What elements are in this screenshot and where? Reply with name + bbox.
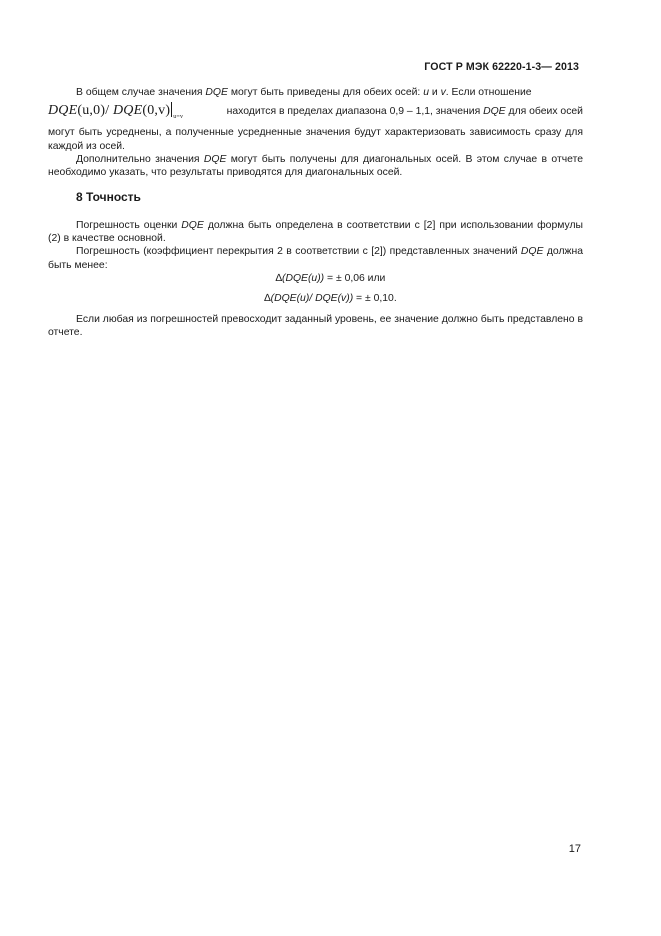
paragraph-dqe-axes	[48, 86, 583, 179]
paragraph-diagonal: Дополнительно значения DQE могут быть получены для диагональных осей. В этом случае в отчете необходимо указать, что результаты приводятся для диагональных осей.	[48, 153, 583, 179]
paragraph-line: находится в пределах диапазона 0,9 – 1,1, значения DQE для обеих осей	[226, 106, 583, 118]
dqe-ratio-formula: DQE(u,0)/ DQE(0,v) $_{u=v}$	[48, 103, 184, 121]
formula-delta-ratio: ∆(DQE(u)/ DQE(v)) = ± 0,10.	[264, 293, 397, 304]
paragraph-line: В общем случае значения DQE могут быть приведены для обеих осей: u и v. Если отношение	[76, 87, 532, 98]
paragraph-uncertainty: Погрешность (коэффициент перекрытия 2 в соответствии с [2]) представленных значений DQE должна быть менее:	[48, 246, 584, 271]
page-number: 17	[568, 843, 581, 855]
section-8-body	[48, 219, 583, 272]
formula-delta-u: ∆(DQE(u)) = ± 0,06 или	[275, 273, 386, 284]
paragraph-line: могут быть усреднены, а полученные усредненные значения будут характеризовать зависимость сразу для каждой из осей.	[48, 127, 583, 152]
paragraph-accuracy: Погрешность оценки DQE должна быть определена в соответствии с [2] при использовании формулы (2) в качестве основной.	[48, 220, 584, 245]
document-header: ГОСТ Р МЭК 62220-1-3— 2013	[424, 61, 579, 73]
paragraph-line: Если любая из погрешностей превосходит заданный уровень, ее значение должно быть представлено в отчете.	[48, 314, 583, 339]
ratio-formula-line	[48, 102, 583, 124]
section-heading: 8 Точность	[76, 190, 141, 204]
paragraph-report	[48, 313, 583, 339]
